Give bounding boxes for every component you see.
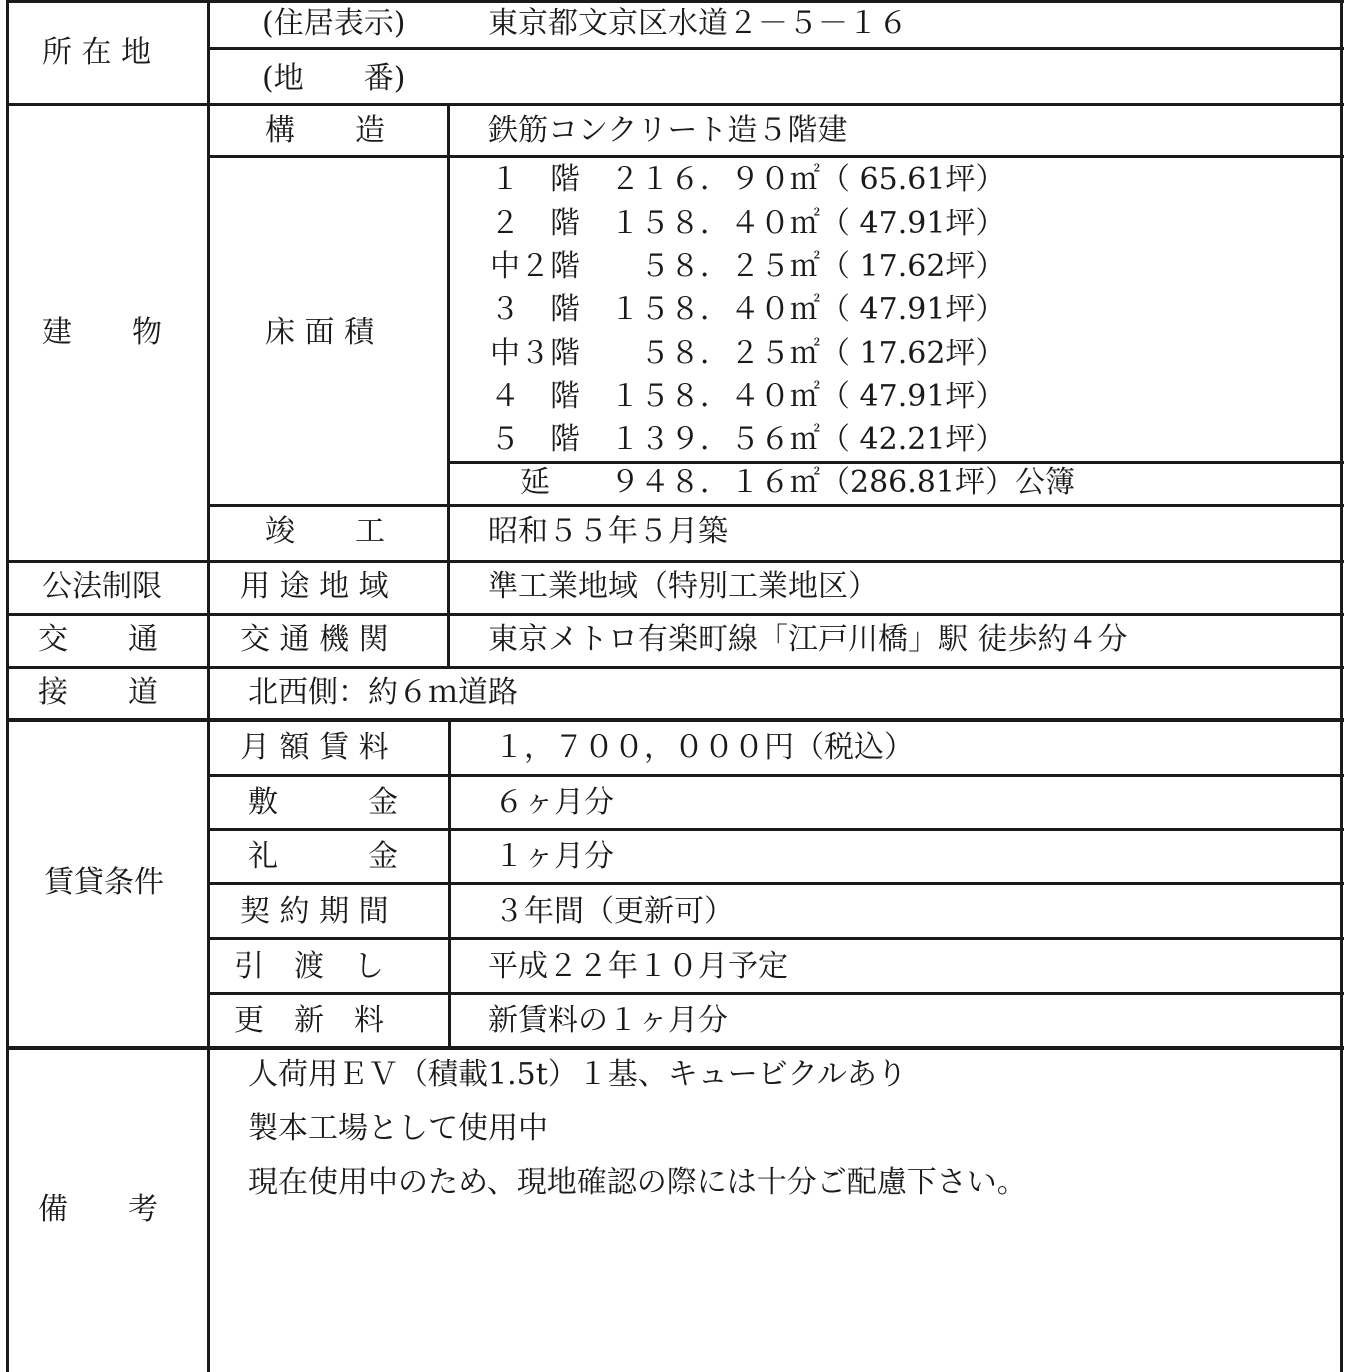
transport-label: 交 通 (38, 622, 158, 657)
floor-area-total: 延 ９４８．１６㎡（286.81坪）公簿 (520, 465, 1075, 500)
lease-row-value: 平成２２年１０月予定 (488, 949, 788, 984)
remarks-line: 製本工場として使用中 (248, 1111, 548, 1146)
floor-area-row: ５ 階 １３９．５６㎡（ 42.21坪） (490, 422, 1006, 457)
floor-area-row: １ 階 ２１６．９０㎡（ 65.61坪） (490, 162, 1006, 197)
lease-row-label: 敷 金 (248, 785, 398, 820)
road-label: 接 道 (38, 675, 158, 710)
remarks-line: 人荷用ＥＶ（積載1.5t）１基、キュービクルあり (248, 1057, 907, 1092)
floor-area-row: ２ 階 １５８．４０㎡（ 47.91坪） (490, 206, 1006, 241)
row-divider (208, 504, 1344, 507)
row-divider (208, 155, 1344, 158)
completion-label: 竣 工 (265, 514, 385, 549)
floor-area-row: ４ 階 １５８．４０㎡（ 47.91坪） (490, 379, 1006, 414)
floor-area-row: 中３階 ５８．２５㎡（ 17.62坪） (490, 336, 1006, 371)
table-border-left (6, 0, 9, 1372)
lease-row-label: 更 新 料 (234, 1003, 384, 1038)
row-divider (449, 461, 1344, 464)
remarks-label: 備 考 (38, 1192, 158, 1227)
lease-row-label: 月 額 賃 料 (240, 730, 389, 765)
row-divider (208, 882, 1344, 885)
building-label: 建 物 (42, 315, 162, 350)
transport-access-value: 東京メトロ有楽町線「江戸川橋」駅 徒歩約４分 (488, 622, 1128, 657)
row-divider (208, 774, 1344, 777)
lease-row-value: １，７００，０００円（税込） (494, 730, 914, 765)
lease-row-label: 契 約 期 間 (240, 894, 389, 929)
row-divider (208, 992, 1344, 995)
structure-label: 構 造 (265, 113, 385, 148)
transport-access-label: 交 通 機 関 (240, 622, 389, 657)
completion-value: 昭和５５年５月築 (488, 514, 728, 549)
structure-value: 鉄筋コンクリート造５階建 (488, 113, 848, 148)
lease-row-value: 新賃料の１ヶ月分 (488, 1003, 728, 1038)
lease-row-value: ３年間（更新可） (494, 894, 734, 929)
column-divider (447, 103, 450, 666)
lease-row-label: 引 渡 し (234, 949, 384, 984)
lease-label: 賃貸条件 (44, 865, 164, 900)
lease-row-value: １ヶ月分 (494, 839, 614, 874)
floor-area-row: ３ 階 １５８．４０㎡（ 47.91坪） (490, 292, 1006, 327)
row-divider (208, 937, 1344, 940)
zoning-value: 準工業地域（特別工業地区） (488, 569, 878, 604)
remarks-line: 現在使用中のため、現地確認の際には十分ご配慮下さい。 (248, 1165, 1027, 1200)
floor-area-row: 中２階 ５８．２５㎡（ 17.62坪） (490, 249, 1006, 284)
table-border-right (1340, 0, 1343, 1372)
lot-number-label: (地 番) (262, 61, 406, 96)
location-label: 所 在 地 (42, 35, 152, 70)
row-divider (208, 47, 1344, 50)
lease-row-label: 礼 金 (248, 839, 398, 874)
lease-row-value: ６ヶ月分 (494, 785, 614, 820)
row-divider (208, 828, 1344, 831)
address-label: (住居表示) (262, 6, 406, 41)
address-value: 東京都文京区水道２－５－１６ (488, 6, 908, 41)
road-value: 北西側：約６ｍ道路 (248, 675, 518, 710)
column-divider (207, 0, 210, 1372)
column-divider (448, 720, 451, 1048)
zoning-label: 用 途 地 域 (240, 569, 389, 604)
floor-area-label: 床 面 積 (265, 315, 375, 350)
regulation-label: 公法制限 (42, 569, 162, 604)
